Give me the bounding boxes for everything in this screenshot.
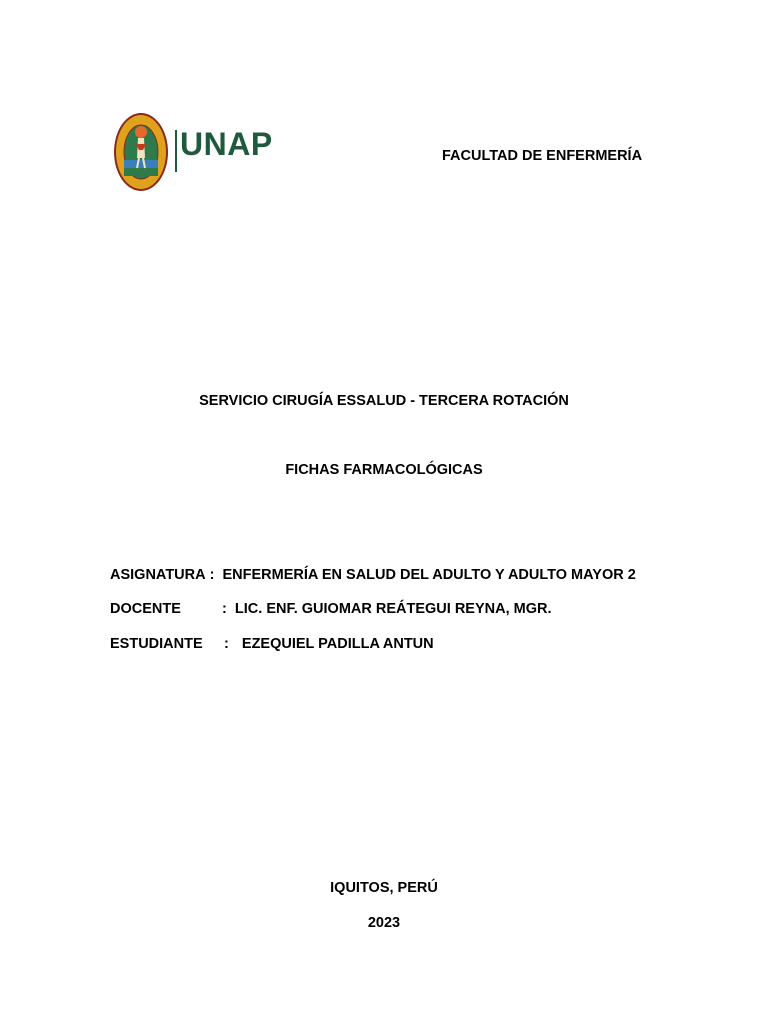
docente-row bbox=[110, 601, 552, 617]
docente-value: LIC. ENF. GUIOMAR REÁTEGUI REYNA, MGR. bbox=[234, 601, 552, 617]
asignatura-separator: : bbox=[209, 567, 215, 583]
docente-separator: : bbox=[222, 601, 227, 617]
logo-wordmark: UNAP bbox=[180, 126, 273, 162]
docente-label: DOCENTE bbox=[110, 601, 181, 617]
document-title: FICHAS FARMACOLÓGICAS bbox=[285, 462, 483, 478]
unap-logo bbox=[112, 110, 282, 194]
estudiante-label: ESTUDIANTE bbox=[110, 636, 203, 652]
year-line: 2023 bbox=[367, 915, 401, 931]
estudiante-value: EZEQUIEL PADILLA ANTUN bbox=[241, 636, 434, 652]
estudiante-separator: : bbox=[224, 636, 229, 652]
university-seal-icon bbox=[112, 110, 170, 194]
asignatura-label: ASIGNATURA bbox=[110, 567, 206, 583]
estudiante-row bbox=[110, 636, 434, 652]
city-line: IQUITOS, PERÚ bbox=[330, 880, 438, 896]
service-title: SERVICIO CIRUGÍA ESSALUD - TERCERA ROTACIÓN bbox=[199, 393, 569, 409]
faculty-heading: FACULTAD DE ENFERMERÍA bbox=[442, 148, 643, 164]
asignatura-row bbox=[110, 567, 636, 583]
logo-divider bbox=[175, 130, 177, 172]
asignatura-value: ENFERMERÍA EN SALUD DEL ADULTO Y ADULTO MAYOR 2 bbox=[222, 567, 636, 583]
